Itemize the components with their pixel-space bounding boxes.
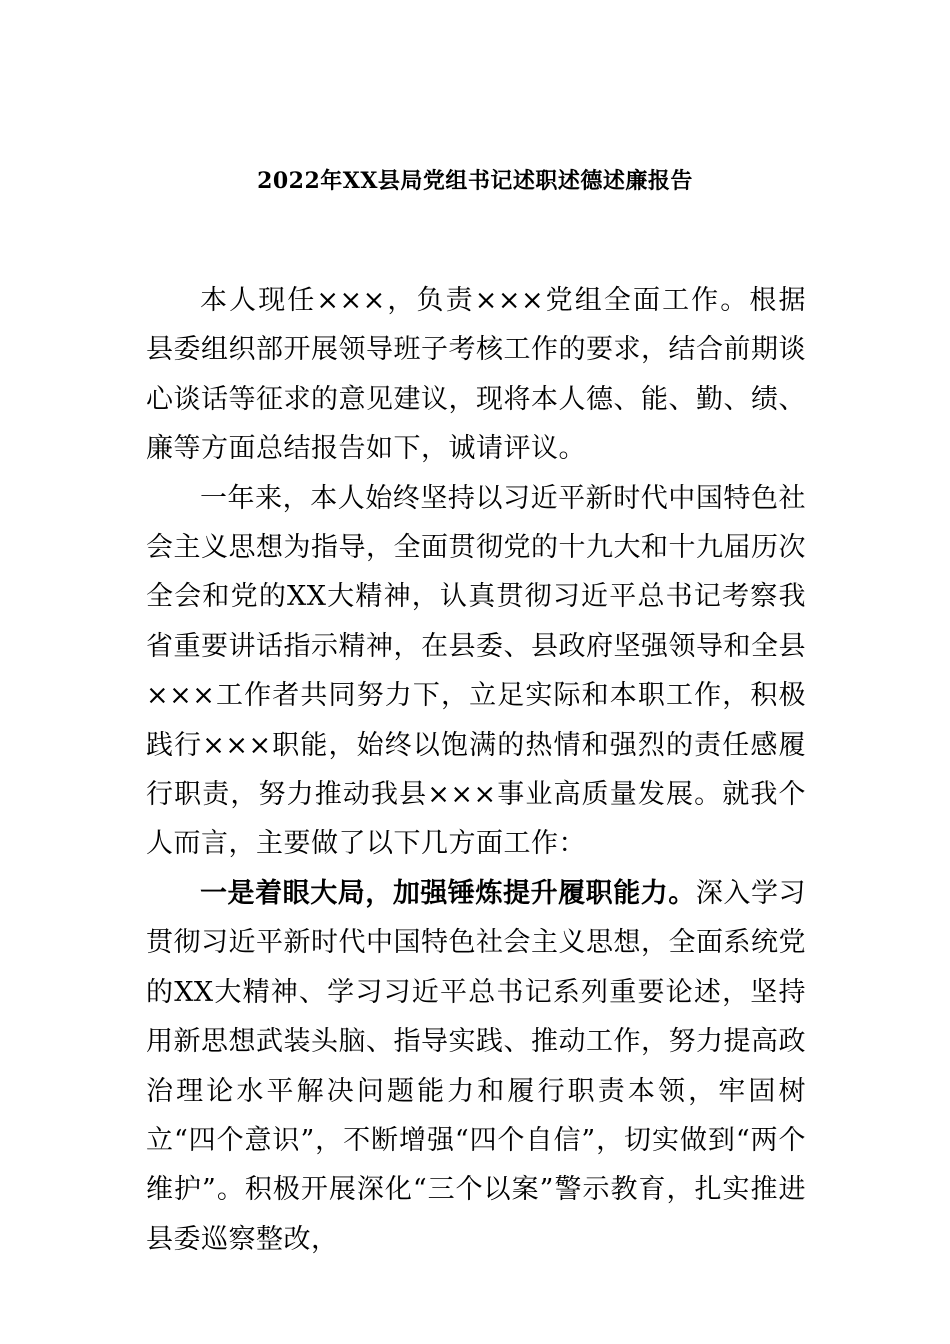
document-body [146, 276, 806, 1264]
paragraph-point-one-heading: 一是着眼大局，加强锤炼提升履职能力。 [200, 877, 696, 909]
paragraph-point-one [146, 869, 806, 1264]
paragraph-overview-text: 一年来，本人始终坚持以习近平新时代中国特色社会主义思想为指导，全面贯彻党的十九大和十九届历次全会和党的XX大精神，认真贯彻习近平总书记考察我省重要讲话指示精神，在县委、县政府坚强领导和全县×××工作者共同努力下，立足实际和本职工作，积极践行×××职能，始终以饱满的热情和强烈的责任感履行职责，努力推动我县×××事业高质量发展。就我个人而言，主要做了以下几方面工作： [146, 482, 806, 860]
paragraph-point-one-text: 深入学习贯彻习近平新时代中国特色社会主义思想，全面系统党的XX大精神、学习习近平总书记系列重要论述，坚持用新思想武装头脑、指导实践、推动工作，努力提高政治理论水平解决问题能力和履行职责本领，牢固树立“四个意识”，不断增强“四个自信”，切实做到“两个维护”。积极开展深化“三个以案”警示教育，扎实推进县委巡察整改， [146, 877, 807, 1255]
paragraph-overview [146, 474, 806, 869]
paragraph-intro [146, 276, 806, 474]
document-title: 2022年XX县局党组书记述职述德述廉报告 [257, 168, 693, 194]
paragraph-intro-text: 本人现任×××，负责×××党组全面工作。根据县委组织部开展领导班子考核工作的要求，结合前期谈心谈话等征求的意见建议，现将本人德、能、勤、绩、廉等方面总结报告如下，诚请评议。 [146, 285, 806, 465]
